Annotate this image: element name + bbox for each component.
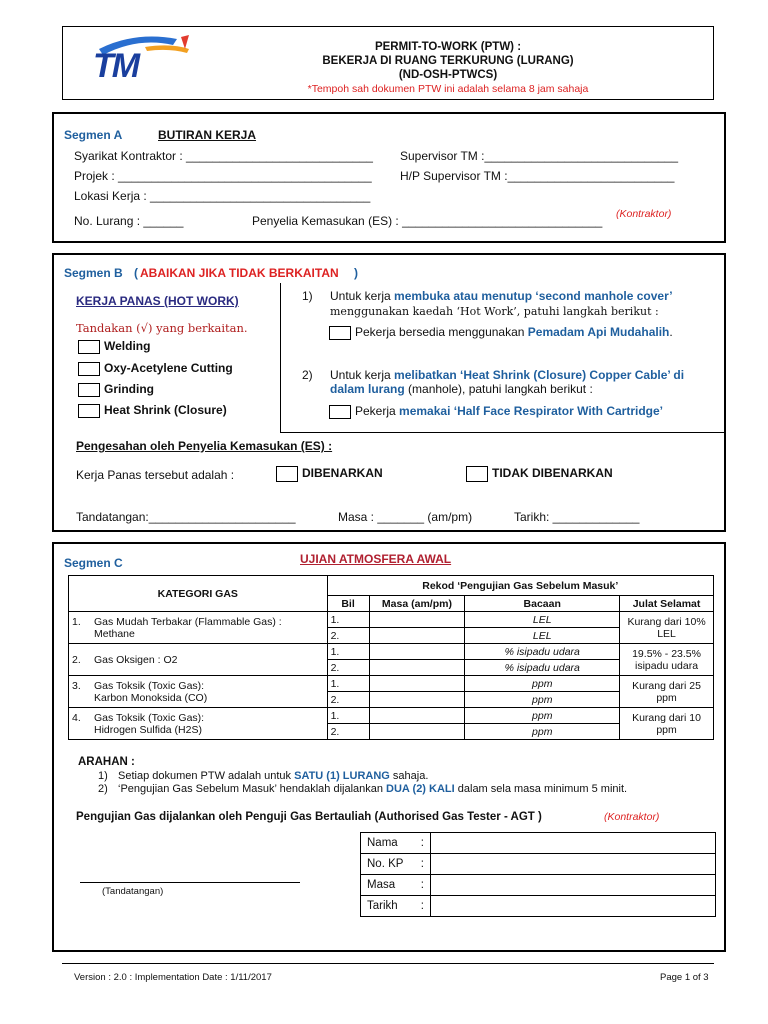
segment-c <box>52 542 726 952</box>
bil: 2. <box>327 724 369 740</box>
header-category: KATEGORI GAS <box>69 576 328 612</box>
gas-name-2: Methane <box>94 627 135 640</box>
agt-table <box>360 832 716 917</box>
time-cell[interactable] <box>369 676 465 692</box>
time-field[interactable]: Masa : _______ (am/pm) <box>338 510 473 524</box>
instruction-2-a: ‘Pengujian Gas Sebelum Masuk’ hendaklah dijalankan <box>118 783 387 795</box>
agt-row <box>361 875 716 896</box>
agt-label-cell <box>361 875 431 896</box>
manhole-no-field[interactable]: No. Lurang : ______ <box>74 214 184 228</box>
gas-num: 4. <box>72 711 81 724</box>
segment-b-label: Segmen B <box>64 266 123 280</box>
safe-range: Kurang dari 10% LEL <box>620 612 714 644</box>
bil: 2. <box>327 660 369 676</box>
agt-value[interactable] <box>430 875 715 896</box>
time-cell[interactable] <box>369 660 465 676</box>
step-2-number: 2) <box>302 368 313 382</box>
hotwork-item-label: Heat Shrink (Closure) <box>104 403 227 417</box>
header-reading: Bacaan <box>465 596 620 612</box>
checkbox[interactable] <box>78 383 100 397</box>
reading-unit[interactable]: % isipadu udara <box>465 660 620 676</box>
not-approved-label: TIDAK DIBENARKAN <box>492 466 613 481</box>
checkbox[interactable] <box>78 362 100 376</box>
step-1-number: 1) <box>302 289 313 303</box>
not-approved-option[interactable] <box>466 466 613 482</box>
agt-title: Pengujian Gas dijalankan oleh Penguji Gas Bertauliah (Authorised Gas Tester - AGT ) <box>76 811 542 823</box>
instruction-1-number: 1) <box>98 770 108 782</box>
gas-name: Gas Mudah Terbakar (Flammable Gas) : <box>94 615 282 628</box>
project-field[interactable]: Projek : ______________________________________ <box>74 169 372 183</box>
hotwork-item-label: Grinding <box>104 382 154 396</box>
step-2-check-a: Pekerja <box>355 404 400 418</box>
gas-category <box>69 708 328 740</box>
step-1-check-a: Pekerja bersedia menggunakan <box>355 325 528 339</box>
checkbox[interactable] <box>329 326 351 340</box>
location-field[interactable]: Lokasi Kerja : _________________________________ <box>74 189 371 203</box>
status-label: Kerja Panas tersebut adalah : <box>76 468 235 482</box>
reading-unit[interactable]: ppm <box>465 724 620 740</box>
step-2-text-c: (manhole), patuhi langkah berikut : <box>404 382 593 396</box>
step-2-text-b: melibatkan ‘Heat Shrink (Closure) Copper Cable’ di dalam lurang <box>330 368 685 396</box>
validity-note: *Tempoh sah dokumen PTW ini adalah selama 8 jam sahaja <box>307 83 589 95</box>
supervisor-field[interactable]: Supervisor TM :_____________________________ <box>400 149 679 163</box>
time-cell[interactable] <box>369 644 465 660</box>
bil: 1. <box>327 612 369 628</box>
agt-label: No. KP <box>367 858 404 870</box>
agt-value[interactable] <box>430 833 715 854</box>
checkbox[interactable] <box>78 340 100 354</box>
agt-note: (Kontraktor) <box>604 811 660 823</box>
approval-title: Pengesahan oleh Penyelia Kemasukan (ES) : <box>76 439 333 453</box>
instruction-1-b: SATU (1) LURANG <box>294 770 390 782</box>
instruction-2-c: dalam sela masa minimum 5 minit. <box>454 783 628 795</box>
reading-unit[interactable]: ppm <box>465 708 620 724</box>
step-2-check[interactable] <box>329 404 663 419</box>
signature-label: (Tandatangan) <box>102 886 164 897</box>
gas-name: Gas Toksik (Toxic Gas): <box>94 679 205 692</box>
step-2 <box>302 368 712 396</box>
time-cell[interactable] <box>369 628 465 644</box>
gas-test-table <box>68 575 714 740</box>
segment-a-title: BUTIRAN KERJA <box>158 128 257 142</box>
agt-label-cell <box>361 854 431 875</box>
reading-unit[interactable]: ppm <box>465 676 620 692</box>
step-1-text-b: membuka atau menutup ‘second manhole cover’ <box>394 289 673 303</box>
instruction-1-a: Setiap dokumen PTW adalah untuk <box>118 770 295 782</box>
approved-label: DIBENARKAN <box>302 466 383 481</box>
gas-name: Gas Toksik (Toxic Gas): <box>94 711 205 724</box>
hp-supervisor-field[interactable]: H/P Supervisor TM :_________________________ <box>400 169 675 183</box>
logo-text: TM <box>93 47 139 85</box>
title-line-3: (ND-OSH-PTWCS) <box>398 69 498 81</box>
reading-unit[interactable]: ppm <box>465 692 620 708</box>
segment-b-paren-open: ( <box>134 266 138 280</box>
agt-value[interactable] <box>430 896 715 917</box>
header-time: Masa (am/pm) <box>369 596 465 612</box>
segment-a-label: Segmen A <box>64 128 123 142</box>
instruction-2-b: DUA (2) KALI <box>386 783 455 795</box>
agt-colon: : <box>420 837 424 849</box>
footer-version: Version : 2.0 : Implementation Date : 1/11/2017 <box>74 972 272 983</box>
hotwork-item-label: Welding <box>104 339 151 353</box>
hotwork-item[interactable] <box>78 361 233 376</box>
agt-colon: : <box>420 879 424 891</box>
step-1-text-a: Untuk kerja <box>330 289 395 303</box>
hotwork-item[interactable] <box>78 339 150 354</box>
reading-unit[interactable]: % isipadu udara <box>465 644 620 660</box>
step-1 <box>302 289 712 319</box>
step-1-check-b: Pemadam Api Mudahalih <box>527 325 670 339</box>
gas-category <box>69 676 328 708</box>
segment-b-ignore: ABAIKAN JIKA TIDAK BERKAITAN <box>140 266 339 280</box>
bil: 1. <box>327 708 369 724</box>
segment-c-title: UJIAN ATMOSFERA AWAL <box>300 552 452 566</box>
reading-unit[interactable]: LEL <box>465 628 620 644</box>
header-record: Rekod ‘Pengujian Gas Sebelum Masuk’ <box>327 576 713 596</box>
bil: 2. <box>327 692 369 708</box>
step-2-text-a: Untuk kerja <box>330 368 395 382</box>
hotwork-item-label: Oxy-Acetylene Cutting <box>104 361 233 375</box>
agt-label: Nama <box>367 837 398 849</box>
arahan-title: ARAHAN : <box>78 756 135 768</box>
hotwork-item[interactable] <box>78 403 227 418</box>
time-cell[interactable] <box>369 724 465 740</box>
gas-name-2: Karbon Monoksida (CO) <box>94 691 208 704</box>
bil: 1. <box>327 644 369 660</box>
agt-row <box>361 896 716 917</box>
segment-b-paren-close: ) <box>354 266 358 280</box>
approved-option[interactable] <box>276 466 383 482</box>
header-bil: Bil <box>327 596 369 612</box>
gas-num: 3. <box>72 679 81 692</box>
step-1-check[interactable] <box>329 325 673 340</box>
gas-num: 1. <box>72 615 81 628</box>
segment-a <box>52 112 726 243</box>
gas-name-2: Hidrogen Sulfida (H2S) <box>94 723 202 736</box>
checkbox[interactable] <box>329 405 351 419</box>
safe-range: Kurang dari 10 ppm <box>620 708 714 740</box>
safe-range: 19.5% - 23.5% isipadu udara <box>620 644 714 676</box>
bil: 2. <box>327 628 369 644</box>
hotwork-item[interactable] <box>78 382 154 397</box>
footer-rule <box>62 963 714 964</box>
time-cell[interactable] <box>369 692 465 708</box>
title-line-1: PERMIT-TO-WORK (PTW) : <box>374 41 522 53</box>
agt-row <box>361 833 716 854</box>
title-line-2: BEKERJA DI RUANG TERKURUNG (LURANG) <box>322 55 574 67</box>
safe-range: Kurang dari 25 ppm <box>620 676 714 708</box>
hotwork-title: KERJA PANAS (HOT WORK) <box>76 294 239 308</box>
date-field[interactable]: Tarikh: _____________ <box>514 510 640 524</box>
checkbox[interactable] <box>78 404 100 418</box>
agt-label: Masa <box>367 879 396 891</box>
entry-supervisor-field[interactable]: Penyelia Kemasukan (ES) : ______________________________ <box>252 214 603 228</box>
signature-field[interactable]: Tandatangan:______________________ <box>76 510 296 524</box>
checkbox[interactable] <box>276 466 298 482</box>
instruction-2 <box>98 783 627 795</box>
agt-colon: : <box>420 858 424 870</box>
contractor-note: (Kontraktor) <box>616 208 672 220</box>
agt-colon: : <box>420 900 424 912</box>
agt-label: Tarikh <box>367 900 398 912</box>
header-range: Julat Selamat <box>620 596 714 612</box>
signature-line[interactable] <box>80 882 300 883</box>
gas-category <box>69 644 328 676</box>
agt-value[interactable] <box>430 854 715 875</box>
agt-label-cell <box>361 896 431 917</box>
instruction-2-number: 2) <box>98 783 108 795</box>
time-cell[interactable] <box>369 708 465 724</box>
gas-name: Gas Oksigen : O2 <box>94 653 178 666</box>
contractor-field[interactable]: Syarikat Kontraktor : ____________________________ <box>74 149 373 163</box>
reading-unit[interactable]: LEL <box>465 612 620 628</box>
tick-note: Tandakan (√) yang berkaitan. <box>76 321 248 335</box>
gas-category <box>69 612 328 644</box>
agt-row <box>361 854 716 875</box>
step-1-text-c: menggunakan kaedah ‘Hot Work’, patuhi langkah berikut : <box>330 305 659 318</box>
step-1-check-c: . <box>669 325 673 339</box>
bil: 1. <box>327 676 369 692</box>
segment-b <box>52 253 726 532</box>
instruction-1-c: sahaja. <box>389 770 429 782</box>
checkbox[interactable] <box>466 466 488 482</box>
gas-num: 2. <box>72 653 81 666</box>
agt-label-cell <box>361 833 431 854</box>
segment-c-label: Segmen C <box>64 556 123 570</box>
instruction-1 <box>98 770 428 782</box>
time-cell[interactable] <box>369 612 465 628</box>
footer-page: Page 1 of 3 <box>660 972 709 983</box>
step-2-check-b: memakai ‘Half Face Respirator With Cartridge’ <box>399 404 664 418</box>
header-box <box>62 26 714 100</box>
